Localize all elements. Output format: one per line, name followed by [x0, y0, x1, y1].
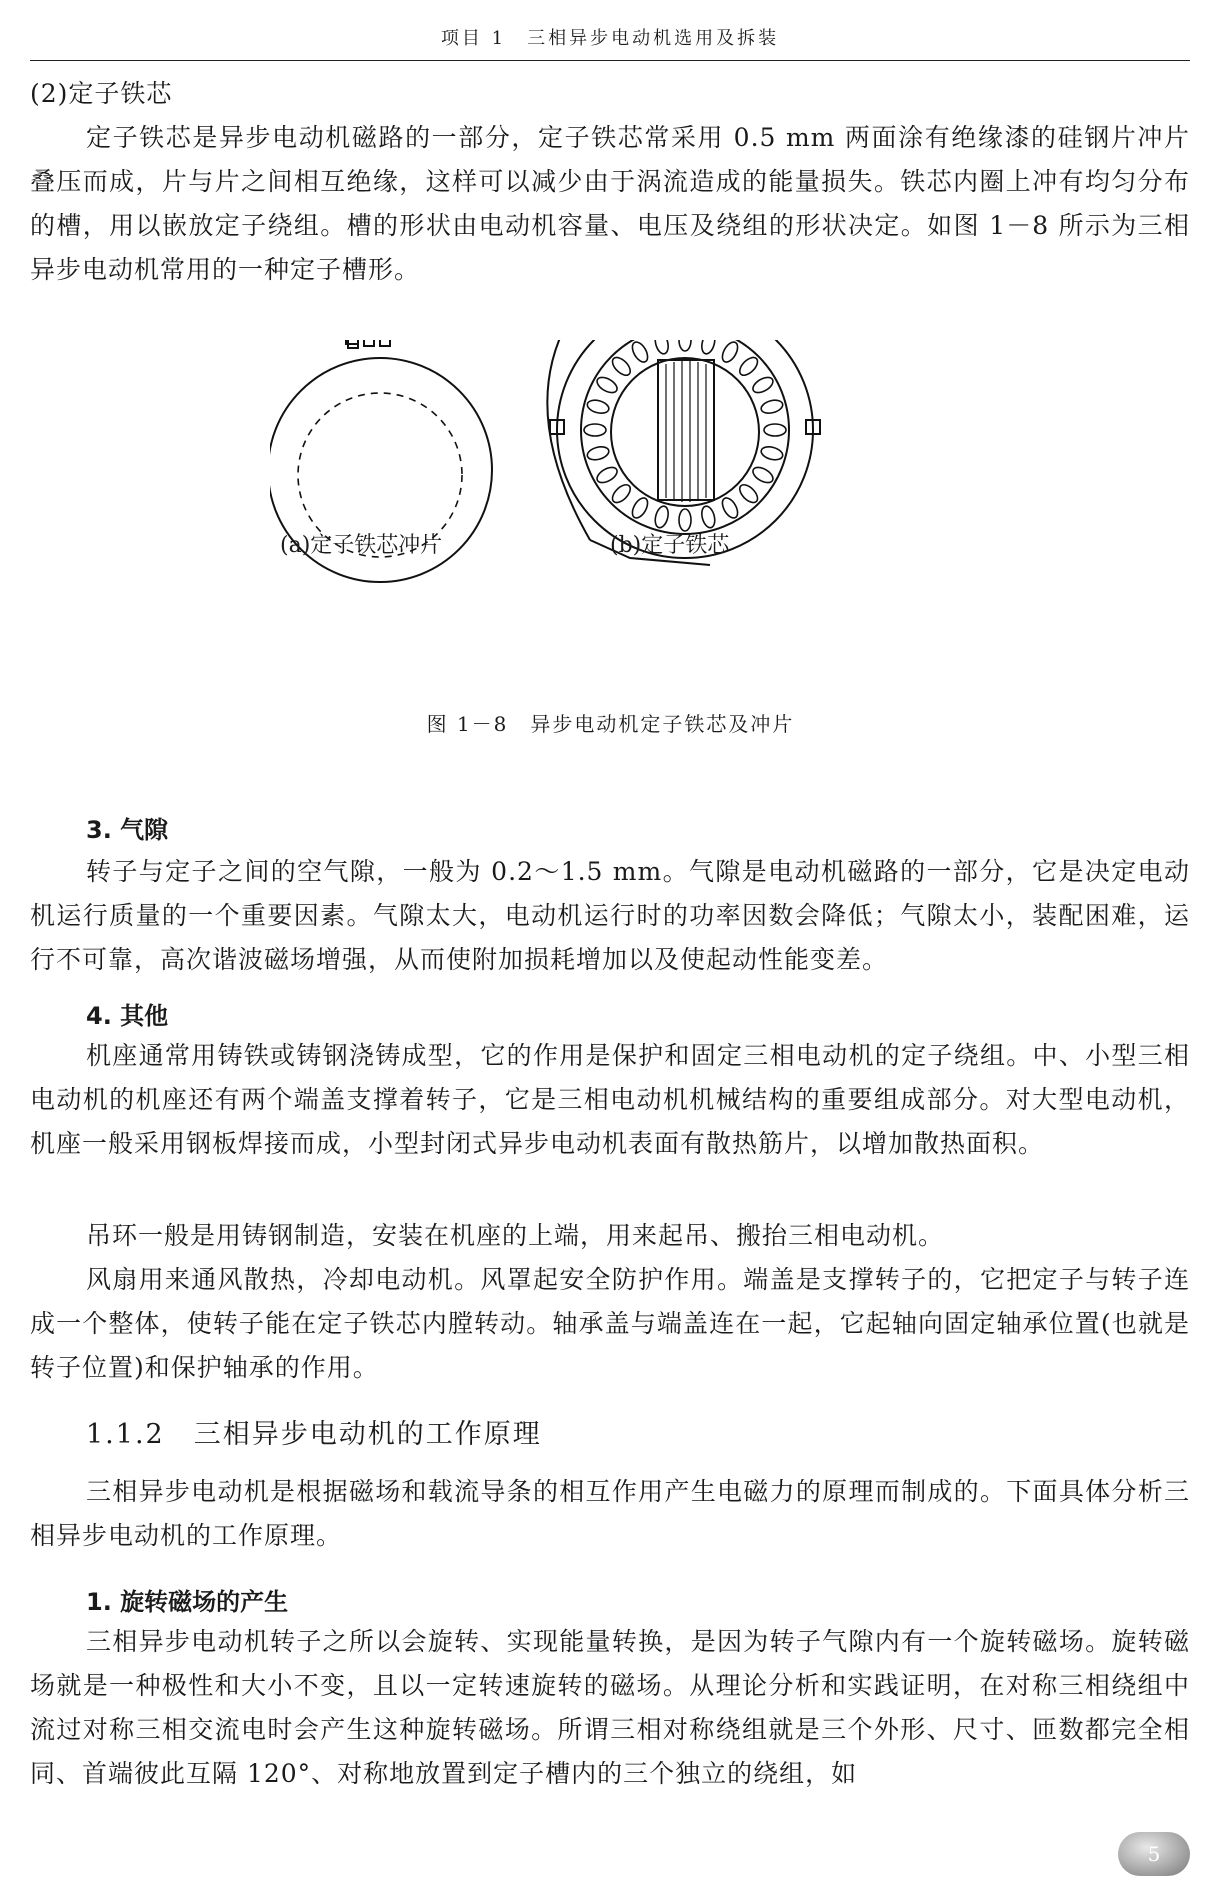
core-slots: [584, 340, 786, 531]
figure-caption-b: (b)定子铁芯: [610, 533, 730, 558]
slot: [737, 354, 761, 378]
slot: [586, 398, 610, 415]
paragraph: 定子铁芯是异步电动机磁路的一部分，定子铁芯常采用 0.5 mm 两面涂有绝缘漆的硅钢片冲片叠压而成，片与片之间相互绝缘，这样可以减少由于涡流造成的能量损失。铁芯内圈上冲有均匀分布的槽，用以嵌放定子绕组。槽的形状由电动机容量、电压及绕组的形状决定。如图 1－8 所示为三相异步电动机常用的一种定子槽形。: [30, 123, 1190, 284]
figure-stator-core: [270, 340, 970, 600]
slot: [760, 398, 784, 415]
slot: [629, 495, 650, 520]
slot: [653, 505, 670, 529]
slot: [750, 374, 775, 395]
section-heading: 3. 气隙: [86, 816, 169, 844]
paragraph: 风扇用来通风散热，冷却电动机。风罩起安全防护作用。端盖是支撑转子的，它把定子与转子连成一个整体，使转子能在定子铁芯内膛转动。轴承盖与端盖连在一起，它起轴向固定轴承位置(也就是转子位置)和保护轴承的作用。: [30, 1265, 1190, 1382]
slot: [609, 482, 633, 506]
section-heading: 4. 其他: [86, 1002, 169, 1030]
slot: [700, 340, 717, 355]
slot: [719, 340, 740, 365]
section-heading: 1. 旋转磁场的产生: [86, 1588, 289, 1616]
running-header: [30, 18, 1190, 61]
slot: [750, 464, 775, 485]
subsection-title: (2)定子铁芯: [30, 79, 173, 108]
paragraph: 转子与定子之间的空气隙，一般为 0.2～1.5 mm。气隙是电动机磁路的一部分，它是决定电动机运行质量的一个重要因素。气隙太大，电动机运行时的功率因数会降低；气隙太小，装配困难，运行不可靠，高次谐波磁场增强，从而使附加损耗增加以及使起动性能变差。: [30, 857, 1190, 974]
figure-caption-a: (a)定子铁芯冲片: [280, 533, 443, 558]
stator-diagram: [270, 340, 970, 600]
slot: [760, 445, 784, 462]
page-number: 5: [1147, 1842, 1161, 1866]
paragraph: 吊环一般是用铸钢制造，安装在机座的上端，用来起吊、搬抬三相电动机。: [86, 1221, 945, 1250]
slot: [764, 424, 786, 436]
slot: [586, 445, 610, 462]
slot: [679, 340, 691, 351]
slot: [609, 354, 633, 378]
figure-caption: 图 1－8 异步电动机定子铁芯及冲片: [426, 712, 795, 736]
slot: [595, 464, 620, 485]
slot: [584, 424, 606, 436]
paragraph: 三相异步电动机是根据磁场和载流导条的相互作用产生电磁力的原理而制成的。下面具体分析三相异步电动机的工作原理。: [30, 1477, 1190, 1550]
page-number-badge: [1118, 1832, 1190, 1876]
subsection-title: 1.1.2 三相异步电动机的工作原理: [86, 1419, 542, 1450]
slot: [700, 505, 717, 529]
slot: [719, 495, 740, 520]
header-title: 项目 1 三相异步电动机选用及拆装: [440, 28, 780, 49]
paragraph: 三相异步电动机转子之所以会旋转、实现能量转换，是因为转子气隙内有一个旋转磁场。旋转磁场就是一种极性和大小不变，且以一定转速旋转的磁场。从理论分析和实践证明，在对称三相绕组中流过对称三相交流电时会产生这种旋转磁场。所谓三相对称绕组就是三个外形、尺寸、匝数都完全相同、首端彼此互隔 120°、对称地放置到定子槽内的三个独立的绕组，如: [30, 1627, 1190, 1788]
slot: [595, 374, 620, 395]
slot: [629, 340, 650, 365]
slot: [653, 340, 670, 355]
paragraph: 机座通常用铸铁或铸钢浇铸成型，它的作用是保护和固定三相电动机的定子绕组。中、小型三相电动机的机座还有两个端盖支撑着转子，它是三相电动机机械结构的重要组成部分。对大型电动机，机座一般采用钢板焊接而成，小型封闭式异步电动机表面有散热筋片，以增加散热面积。: [30, 1041, 1190, 1158]
slot: [737, 482, 761, 506]
